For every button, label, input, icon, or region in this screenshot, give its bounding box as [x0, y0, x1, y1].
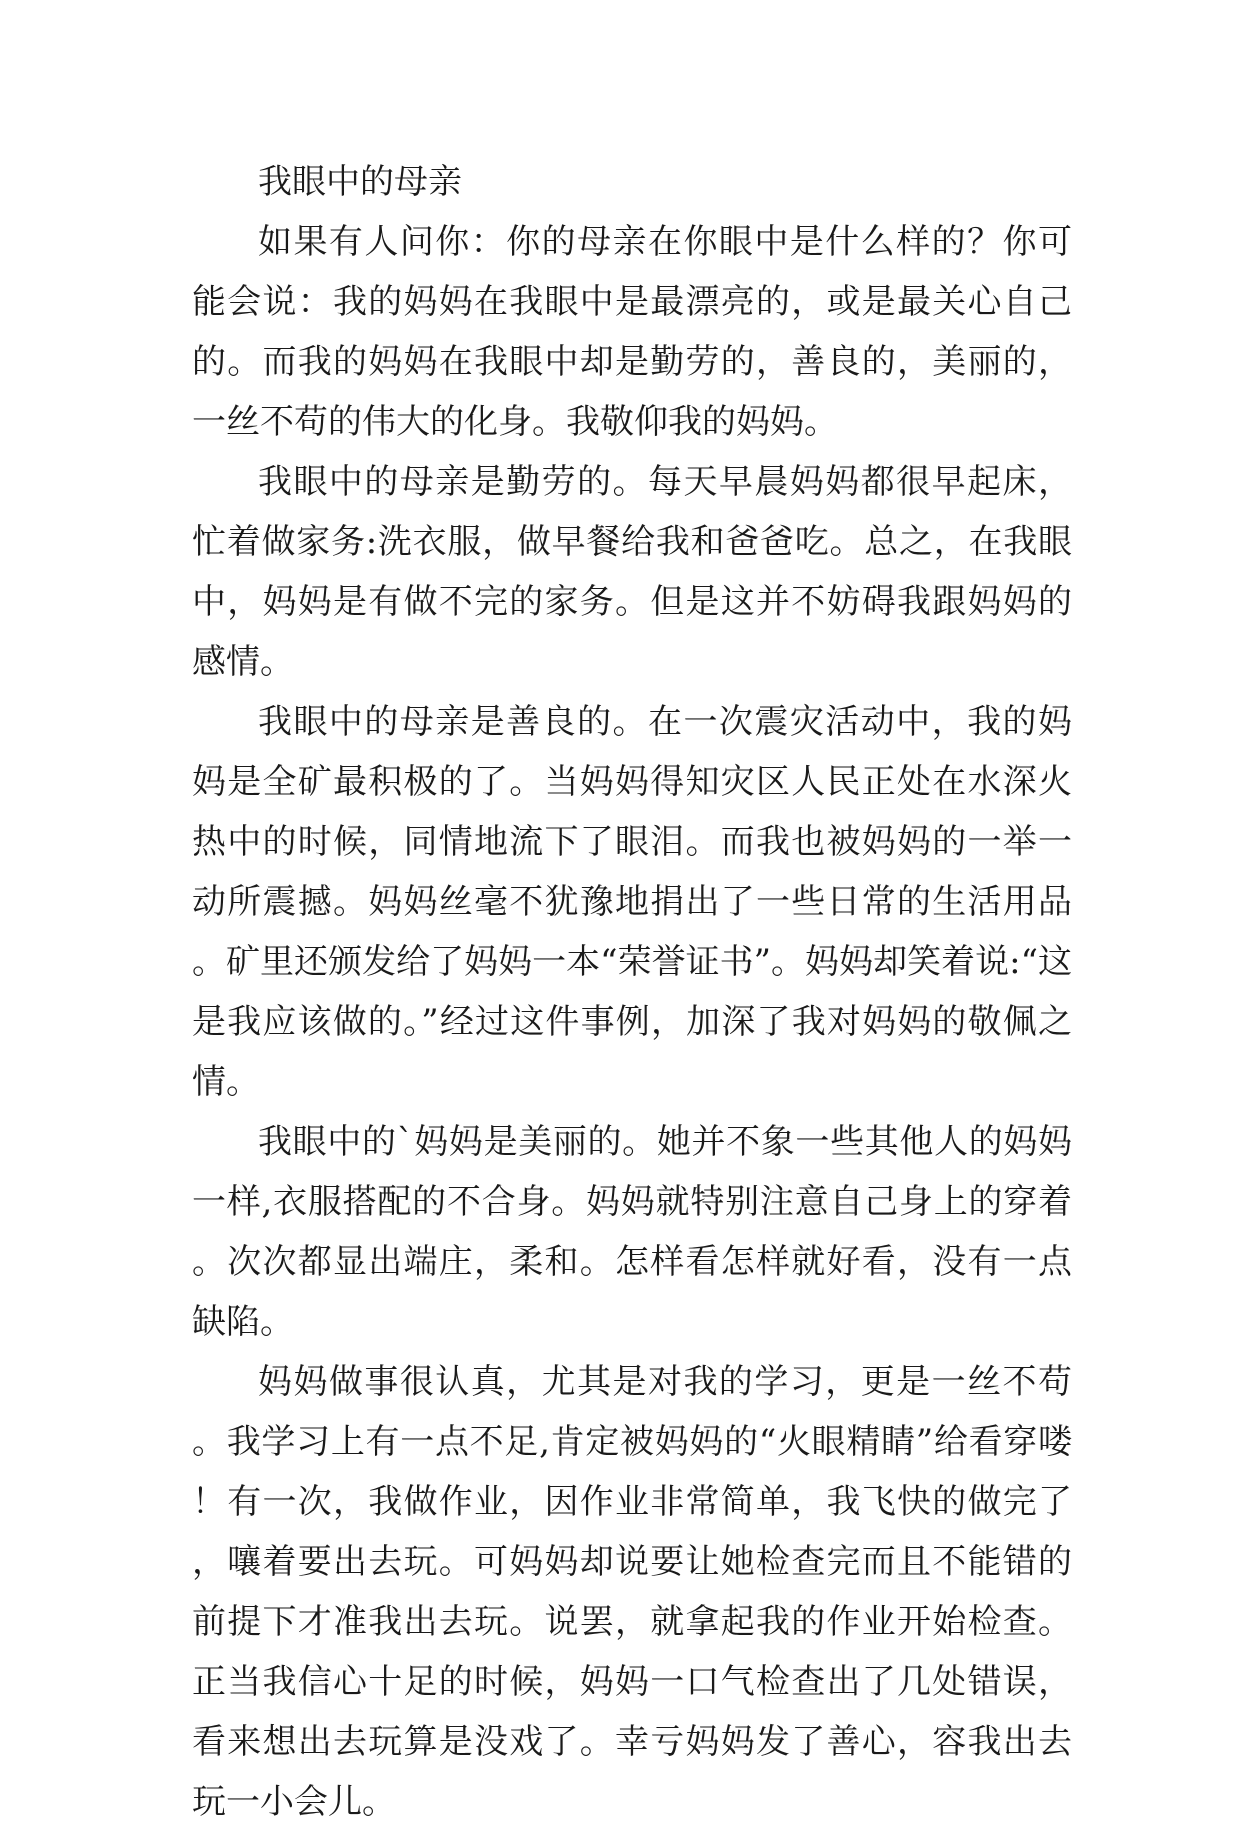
- paragraph-beautiful: 我眼中的`妈妈是美丽的。她并不象一些其他人的妈妈一样,衣服搭配的不合身。妈妈就特别注意自己身上的穿着。次次都显出端庄，柔和。怎样看怎样就好看，没有一点缺陷。: [192, 1122, 1072, 1342]
- paragraph-hardworking: 我眼中的母亲是勤劳的。每天早晨妈妈都很早起床，忙着做家务:洗衣服，做早餐给我和爸爸吃。总之，在我眼中，妈妈是有做不完的家务。但是这并不妨碍我跟妈妈的感情。: [192, 462, 1072, 682]
- paragraph-kind: 我眼中的母亲是善良的。在一次震灾活动中，我的妈妈是全矿最积极的了。当妈妈得知灾区人民正处在水深火热中的时候，同情地流下了眼泪。而我也被妈妈的一举一动所震撼。妈妈丝毫不犹豫地捐出了一些日常的生活用品。矿里还颁发给了妈妈一本“荣誉证书”。妈妈却笑着说:“这是我应该做的。”经过这件事例，加深了我对妈妈的敬佩之情。: [192, 702, 1072, 1102]
- document-body: [192, 152, 1072, 1832]
- paragraph-meticulous: 妈妈做事很认真，尤其是对我的学习，更是一丝不苟。我学习上有一点不足,肯定被妈妈的“火眼精睛”给看穿喽！有一次，我做作业，因作业非常简单，我飞快的做完了，嚷着要出去玩。可妈妈却说要让她检查完而且不能错的前提下才准我出去玩。说罢，就拿起我的作业开始检查。正当我信心十足的时候，妈妈一口气检查出了几处错误，看来想出去玩算是没戏了。幸亏妈妈发了善心，容我出去玩一小会儿。: [192, 1362, 1072, 1822]
- document-title: 我眼中的母亲: [258, 162, 462, 202]
- paragraph-intro: 如果有人问你：你的母亲在你眼中是什么样的？你可能会说：我的妈妈在我眼中是最漂亮的，或是最关心自己的。而我的妈妈在我眼中却是勤劳的，善良的，美丽的，一丝不苟的伟大的化身。我敬仰我的妈妈。: [192, 222, 1072, 442]
